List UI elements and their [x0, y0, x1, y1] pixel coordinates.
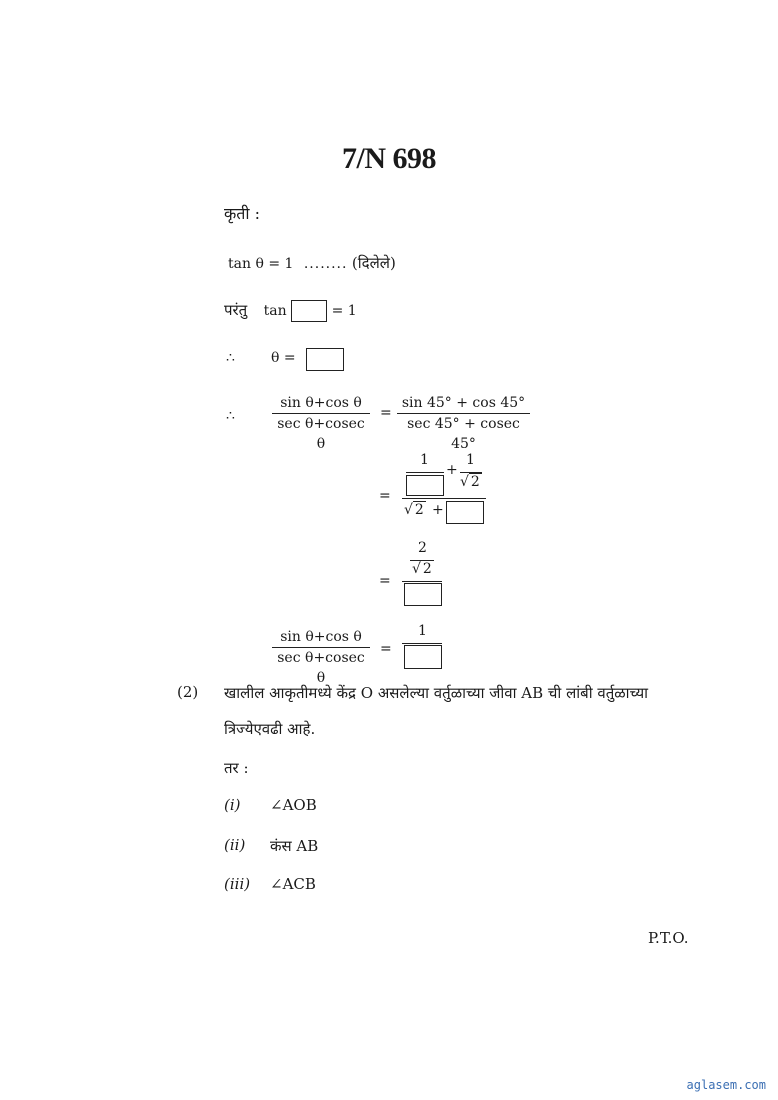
- question-line-2: त्रिज्येएवढी आहे.: [224, 720, 316, 738]
- item-label-iii: (iii): [224, 875, 251, 893]
- lhs-numerator: sin θ+cos θ: [280, 395, 362, 411]
- final-lhs-fraction: [272, 627, 370, 688]
- therefore-symbol-1: ∴: [226, 350, 235, 366]
- equals-sign-2: =: [379, 488, 391, 504]
- but-line: [224, 298, 357, 323]
- given-expression: tan θ = 1: [228, 256, 294, 272]
- final-one: 1: [418, 623, 427, 639]
- equals-sign-3: =: [379, 573, 391, 589]
- plus-sign: +: [446, 462, 458, 478]
- lhs-denominator: sec θ+cosec θ: [277, 416, 365, 452]
- final-lhs-numerator: sin θ+cos θ: [280, 629, 362, 645]
- plus-sign-2: +: [432, 502, 444, 518]
- question-line-1: खालील आकृतीमध्ये केंद्र O असलेल्या वर्तुळाच्या जीवा AB ची लांबी वर्तुळाच्या: [224, 684, 649, 702]
- blank-box-theta[interactable]: [306, 348, 344, 371]
- question-then: तर :: [224, 759, 249, 777]
- blank-box-cosec45[interactable]: [446, 501, 484, 524]
- pto-label: P.T.O.: [648, 929, 689, 947]
- paper-code: 7/N 698: [342, 142, 436, 175]
- blank-box-final[interactable]: [404, 645, 442, 669]
- blank-box-sin45[interactable]: [406, 475, 444, 496]
- one-numerator-b: 1: [466, 452, 475, 468]
- tan-function: tan: [263, 303, 287, 319]
- item-label-i: (i): [224, 796, 241, 814]
- given-note: (दिलेले): [351, 254, 396, 272]
- equals-sign-4: =: [380, 641, 392, 657]
- but-word: परंतु: [224, 301, 248, 319]
- item-label-ii: (ii): [224, 836, 246, 854]
- sqrt-two-b: √ 2: [404, 502, 424, 518]
- item-text-iii: ∠ACB: [270, 875, 316, 893]
- sqrt-two-a: √ 2: [460, 474, 480, 490]
- therefore-symbol-2: ∴: [226, 408, 235, 424]
- final-lhs-denominator: sec θ+cosec θ: [277, 650, 365, 686]
- given-dots: ........: [303, 256, 348, 272]
- one-numerator-a: 1: [420, 452, 429, 468]
- blank-box-angle[interactable]: [291, 300, 327, 322]
- rhs-numerator: sin 45° + cos 45°: [401, 395, 526, 411]
- item-text-i: ∠AOB: [270, 796, 317, 814]
- complex-fraction: [402, 452, 486, 528]
- watermark-link[interactable]: aglasem.com: [686, 1078, 766, 1092]
- blank-box-step3[interactable]: [404, 583, 442, 606]
- two-numerator: 2: [418, 540, 427, 556]
- item-text-ii: कंस AB: [270, 837, 319, 855]
- activity-heading: कृती :: [224, 204, 261, 223]
- rhs-denominator: sec 45° + cosec 45°: [407, 416, 520, 452]
- sqrt-two-c: √ 2: [412, 561, 432, 577]
- theta-equals: θ =: [271, 350, 296, 366]
- given-line: [228, 253, 396, 273]
- lhs-fraction: [272, 393, 370, 454]
- final-rhs-fraction: [402, 623, 444, 671]
- equals-sign-1: =: [380, 405, 392, 421]
- rhs-fraction: [397, 393, 530, 454]
- step3-fraction: [402, 540, 444, 608]
- but-rhs: = 1: [331, 303, 357, 319]
- question-number: (2): [177, 683, 199, 701]
